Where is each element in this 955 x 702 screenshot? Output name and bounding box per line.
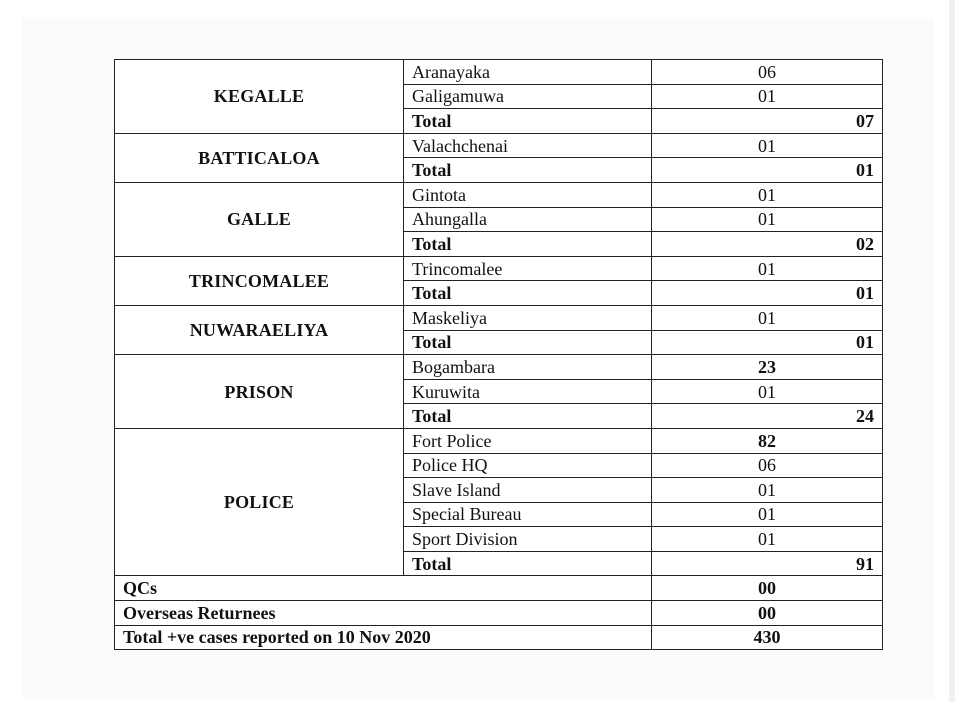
- place-cell: Fort Police: [404, 428, 652, 453]
- table-row: [115, 305, 883, 330]
- place-cell: Sport Division: [404, 527, 652, 552]
- total-value: 01: [652, 281, 883, 306]
- district-batticaloa: BATTICALOA: [115, 133, 404, 182]
- total-label: Total: [404, 330, 652, 355]
- count-cell: 01: [652, 207, 883, 232]
- count-cell: 01: [652, 182, 883, 207]
- count-cell: 82: [652, 428, 883, 453]
- place-cell: Aranayaka: [404, 60, 652, 85]
- count-cell: 01: [652, 527, 883, 552]
- total-label: Total: [404, 551, 652, 576]
- count-cell: 06: [652, 60, 883, 85]
- district-prison: PRISON: [115, 355, 404, 429]
- place-cell: Kuruwita: [404, 379, 652, 404]
- district-trincomalee: TRINCOMALEE: [115, 256, 404, 305]
- summary-value: 00: [652, 576, 883, 601]
- count-cell: 06: [652, 453, 883, 478]
- place-cell: Gintota: [404, 182, 652, 207]
- district-kegalle: KEGALLE: [115, 60, 404, 134]
- total-label: Total: [404, 158, 652, 183]
- place-cell: Ahungalla: [404, 207, 652, 232]
- summary-row-overseas: [115, 601, 883, 626]
- place-cell: Special Bureau: [404, 502, 652, 527]
- place-cell: Trincomalee: [404, 256, 652, 281]
- count-cell: 01: [652, 133, 883, 158]
- summary-label: QCs: [115, 576, 652, 601]
- summary-row-qcs: [115, 576, 883, 601]
- count-cell: 01: [652, 379, 883, 404]
- count-cell: 01: [652, 478, 883, 503]
- summary-label: Total +ve cases reported on 10 Nov 2020: [115, 625, 652, 650]
- table-row: [115, 182, 883, 207]
- total-label: Total: [404, 281, 652, 306]
- count-cell: 01: [652, 256, 883, 281]
- place-cell: Galigamuwa: [404, 84, 652, 109]
- place-cell: Maskeliya: [404, 305, 652, 330]
- count-cell: 23: [652, 355, 883, 380]
- table-row: [115, 355, 883, 380]
- table-row: [115, 256, 883, 281]
- place-cell: Slave Island: [404, 478, 652, 503]
- district-galle: GALLE: [115, 182, 404, 256]
- total-value: 24: [652, 404, 883, 429]
- total-value: 02: [652, 232, 883, 257]
- place-cell: Valachchenai: [404, 133, 652, 158]
- count-cell: 01: [652, 502, 883, 527]
- total-label: Total: [404, 232, 652, 257]
- total-value: 01: [652, 330, 883, 355]
- total-label: Total: [404, 109, 652, 134]
- place-cell: Bogambara: [404, 355, 652, 380]
- table-row: [115, 133, 883, 158]
- table-row: [115, 60, 883, 85]
- place-cell: Police HQ: [404, 453, 652, 478]
- district-nuwaraeliya: NUWARAELIYA: [115, 305, 404, 354]
- cases-table: [114, 59, 883, 650]
- total-value: 01: [652, 158, 883, 183]
- summary-label: Overseas Returnees: [115, 601, 652, 626]
- total-value: 91: [652, 551, 883, 576]
- total-label: Total: [404, 404, 652, 429]
- district-police: POLICE: [115, 428, 404, 576]
- count-cell: 01: [652, 305, 883, 330]
- summary-value: 00: [652, 601, 883, 626]
- summary-value: 430: [652, 625, 883, 650]
- viewer-edge: [949, 0, 955, 702]
- table-row: [115, 428, 883, 453]
- total-value: 07: [652, 109, 883, 134]
- count-cell: 01: [652, 84, 883, 109]
- summary-row-grand-total: [115, 625, 883, 650]
- cases-table-body: [115, 60, 883, 650]
